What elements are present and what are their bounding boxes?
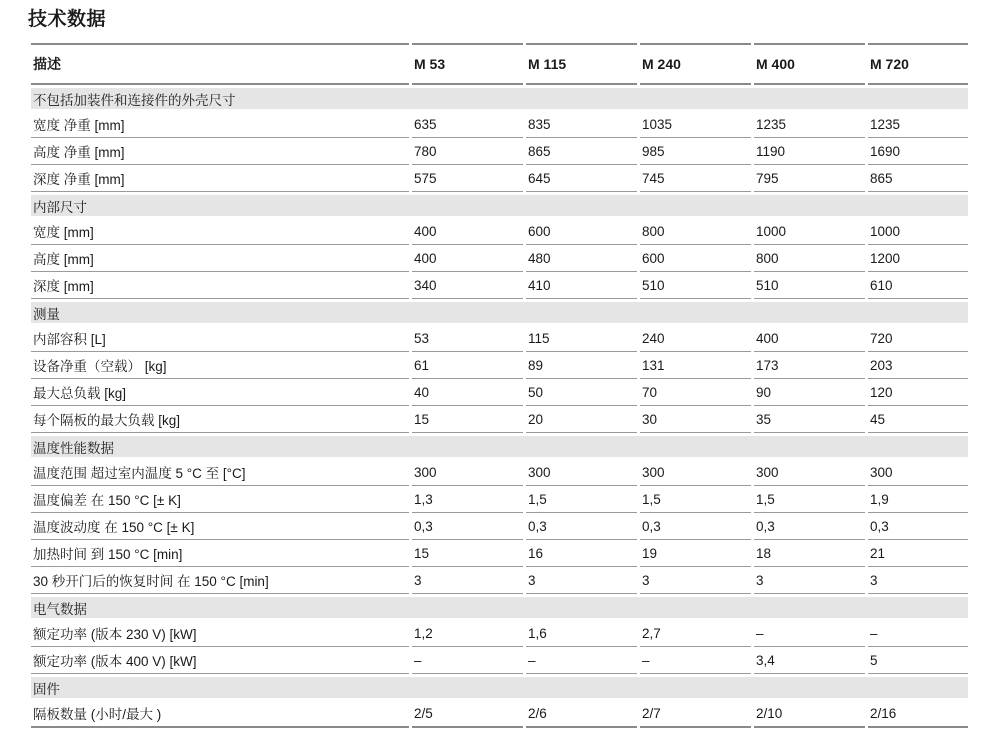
- row-label: 隔板数量 (小时/最大 ): [31, 700, 409, 728]
- section-header-row: [31, 299, 968, 325]
- cell-value: 1,3: [412, 486, 523, 513]
- cell-value: 89: [526, 352, 637, 379]
- cell-value: 1,6: [526, 620, 637, 647]
- cell-value: 780: [412, 138, 523, 165]
- section-header-row: [31, 192, 968, 218]
- cell-value: 1,5: [640, 486, 751, 513]
- cell-value: 1235: [868, 111, 968, 138]
- cell-value: 2/10: [754, 700, 865, 728]
- cell-value: 635: [412, 111, 523, 138]
- table-body: [31, 85, 968, 728]
- table-row: [31, 540, 968, 567]
- table-row: [31, 620, 968, 647]
- section-header-label: 电气数据: [31, 594, 968, 620]
- cell-value: 19: [640, 540, 751, 567]
- section-header-label: 测量: [31, 299, 968, 325]
- row-label: 内部容积 [L]: [31, 325, 409, 352]
- cell-value: –: [640, 647, 751, 674]
- row-label: 额定功率 (版本 400 V) [kW]: [31, 647, 409, 674]
- cell-value: 203: [868, 352, 968, 379]
- cell-value: 30: [640, 406, 751, 433]
- cell-value: 300: [754, 459, 865, 486]
- cell-value: 0,3: [754, 513, 865, 540]
- cell-value: 865: [868, 165, 968, 192]
- cell-value: –: [868, 620, 968, 647]
- cell-value: 5: [868, 647, 968, 674]
- column-header-model: M 720: [868, 43, 968, 85]
- row-label: 温度范围 超过室内温度 5 °C 至 [°C]: [31, 459, 409, 486]
- cell-value: 300: [526, 459, 637, 486]
- section-header-label: 不包括加装件和连接件的外壳尺寸: [31, 85, 968, 111]
- cell-value: 600: [526, 218, 637, 245]
- table-row: [31, 165, 968, 192]
- header-row: [31, 43, 968, 85]
- section-header-label: 固件: [31, 674, 968, 700]
- column-header-description: 描述: [31, 43, 409, 85]
- row-label: 加热时间 到 150 °C [min]: [31, 540, 409, 567]
- cell-value: 115: [526, 325, 637, 352]
- cell-value: 2/6: [526, 700, 637, 728]
- cell-value: 645: [526, 165, 637, 192]
- column-header-model: M 115: [526, 43, 637, 85]
- cell-value: 131: [640, 352, 751, 379]
- cell-value: 21: [868, 540, 968, 567]
- cell-value: 400: [412, 245, 523, 272]
- cell-value: 600: [640, 245, 751, 272]
- row-label: 高度 净重 [mm]: [31, 138, 409, 165]
- row-label: 设备净重（空载） [kg]: [31, 352, 409, 379]
- cell-value: 400: [412, 218, 523, 245]
- cell-value: 300: [868, 459, 968, 486]
- cell-value: 1690: [868, 138, 968, 165]
- row-label: 宽度 净重 [mm]: [31, 111, 409, 138]
- cell-value: 340: [412, 272, 523, 299]
- cell-value: 745: [640, 165, 751, 192]
- row-label: 深度 净重 [mm]: [31, 165, 409, 192]
- cell-value: –: [526, 647, 637, 674]
- cell-value: 240: [640, 325, 751, 352]
- section-header-row: [31, 433, 968, 459]
- cell-value: 1035: [640, 111, 751, 138]
- cell-value: 18: [754, 540, 865, 567]
- table-row: [31, 406, 968, 433]
- row-label: 最大总负载 [kg]: [31, 379, 409, 406]
- cell-value: 20: [526, 406, 637, 433]
- table-row: [31, 486, 968, 513]
- cell-value: 90: [754, 379, 865, 406]
- row-label: 温度偏差 在 150 °C [± K]: [31, 486, 409, 513]
- cell-value: 53: [412, 325, 523, 352]
- column-header-model: M 400: [754, 43, 865, 85]
- table-row: [31, 459, 968, 486]
- cell-value: 410: [526, 272, 637, 299]
- cell-value: 400: [754, 325, 865, 352]
- page-title: 技术数据: [28, 9, 107, 30]
- cell-value: 1,9: [868, 486, 968, 513]
- cell-value: 40: [412, 379, 523, 406]
- section-header-row: [31, 594, 968, 620]
- section-header-row: [31, 674, 968, 700]
- table-row: [31, 352, 968, 379]
- cell-value: 800: [640, 218, 751, 245]
- cell-value: 2/7: [640, 700, 751, 728]
- row-label: 高度 [mm]: [31, 245, 409, 272]
- row-label: 每个隔板的最大负载 [kg]: [31, 406, 409, 433]
- cell-value: 300: [412, 459, 523, 486]
- cell-value: 3: [868, 567, 968, 594]
- section-header-row: [31, 85, 968, 111]
- cell-value: 0,3: [412, 513, 523, 540]
- section-header-label: 内部尺寸: [31, 192, 968, 218]
- row-label: 深度 [mm]: [31, 272, 409, 299]
- table-row: [31, 513, 968, 540]
- cell-value: 70: [640, 379, 751, 406]
- cell-value: 835: [526, 111, 637, 138]
- table-row: [31, 218, 968, 245]
- table-row: [31, 647, 968, 674]
- cell-value: 1235: [754, 111, 865, 138]
- cell-value: 3: [526, 567, 637, 594]
- cell-value: 0,3: [526, 513, 637, 540]
- cell-value: 0,3: [868, 513, 968, 540]
- cell-value: 575: [412, 165, 523, 192]
- cell-value: 3: [754, 567, 865, 594]
- cell-value: 795: [754, 165, 865, 192]
- cell-value: 3,4: [754, 647, 865, 674]
- cell-value: 173: [754, 352, 865, 379]
- row-label: 30 秒开门后的恢复时间 在 150 °C [min]: [31, 567, 409, 594]
- table-row: [31, 700, 968, 728]
- cell-value: 45: [868, 406, 968, 433]
- table-row: [31, 111, 968, 138]
- cell-value: 865: [526, 138, 637, 165]
- technical-data-table: [28, 43, 971, 728]
- cell-value: 2/16: [868, 700, 968, 728]
- table-row: [31, 272, 968, 299]
- cell-value: 510: [754, 272, 865, 299]
- table-header: [31, 43, 968, 85]
- cell-value: –: [412, 647, 523, 674]
- cell-value: –: [754, 620, 865, 647]
- cell-value: 61: [412, 352, 523, 379]
- row-label: 温度波动度 在 150 °C [± K]: [31, 513, 409, 540]
- cell-value: 1190: [754, 138, 865, 165]
- table-row: [31, 245, 968, 272]
- cell-value: 0,3: [640, 513, 751, 540]
- cell-value: 2/5: [412, 700, 523, 728]
- cell-value: 1000: [868, 218, 968, 245]
- cell-value: 50: [526, 379, 637, 406]
- cell-value: 120: [868, 379, 968, 406]
- table-row: [31, 567, 968, 594]
- section-header-label: 温度性能数据: [31, 433, 968, 459]
- cell-value: 16: [526, 540, 637, 567]
- cell-value: 985: [640, 138, 751, 165]
- cell-value: 2,7: [640, 620, 751, 647]
- cell-value: 610: [868, 272, 968, 299]
- cell-value: 480: [526, 245, 637, 272]
- cell-value: 720: [868, 325, 968, 352]
- cell-value: 3: [412, 567, 523, 594]
- cell-value: 1200: [868, 245, 968, 272]
- cell-value: 1,2: [412, 620, 523, 647]
- row-label: 宽度 [mm]: [31, 218, 409, 245]
- column-header-model: M 53: [412, 43, 523, 85]
- cell-value: 1000: [754, 218, 865, 245]
- table-row: [31, 138, 968, 165]
- cell-value: 800: [754, 245, 865, 272]
- cell-value: 1,5: [526, 486, 637, 513]
- cell-value: 15: [412, 540, 523, 567]
- cell-value: 1,5: [754, 486, 865, 513]
- column-header-model: M 240: [640, 43, 751, 85]
- cell-value: 35: [754, 406, 865, 433]
- cell-value: 300: [640, 459, 751, 486]
- cell-value: 510: [640, 272, 751, 299]
- cell-value: 3: [640, 567, 751, 594]
- row-label: 额定功率 (版本 230 V) [kW]: [31, 620, 409, 647]
- table-row: [31, 325, 968, 352]
- cell-value: 15: [412, 406, 523, 433]
- table-row: [31, 379, 968, 406]
